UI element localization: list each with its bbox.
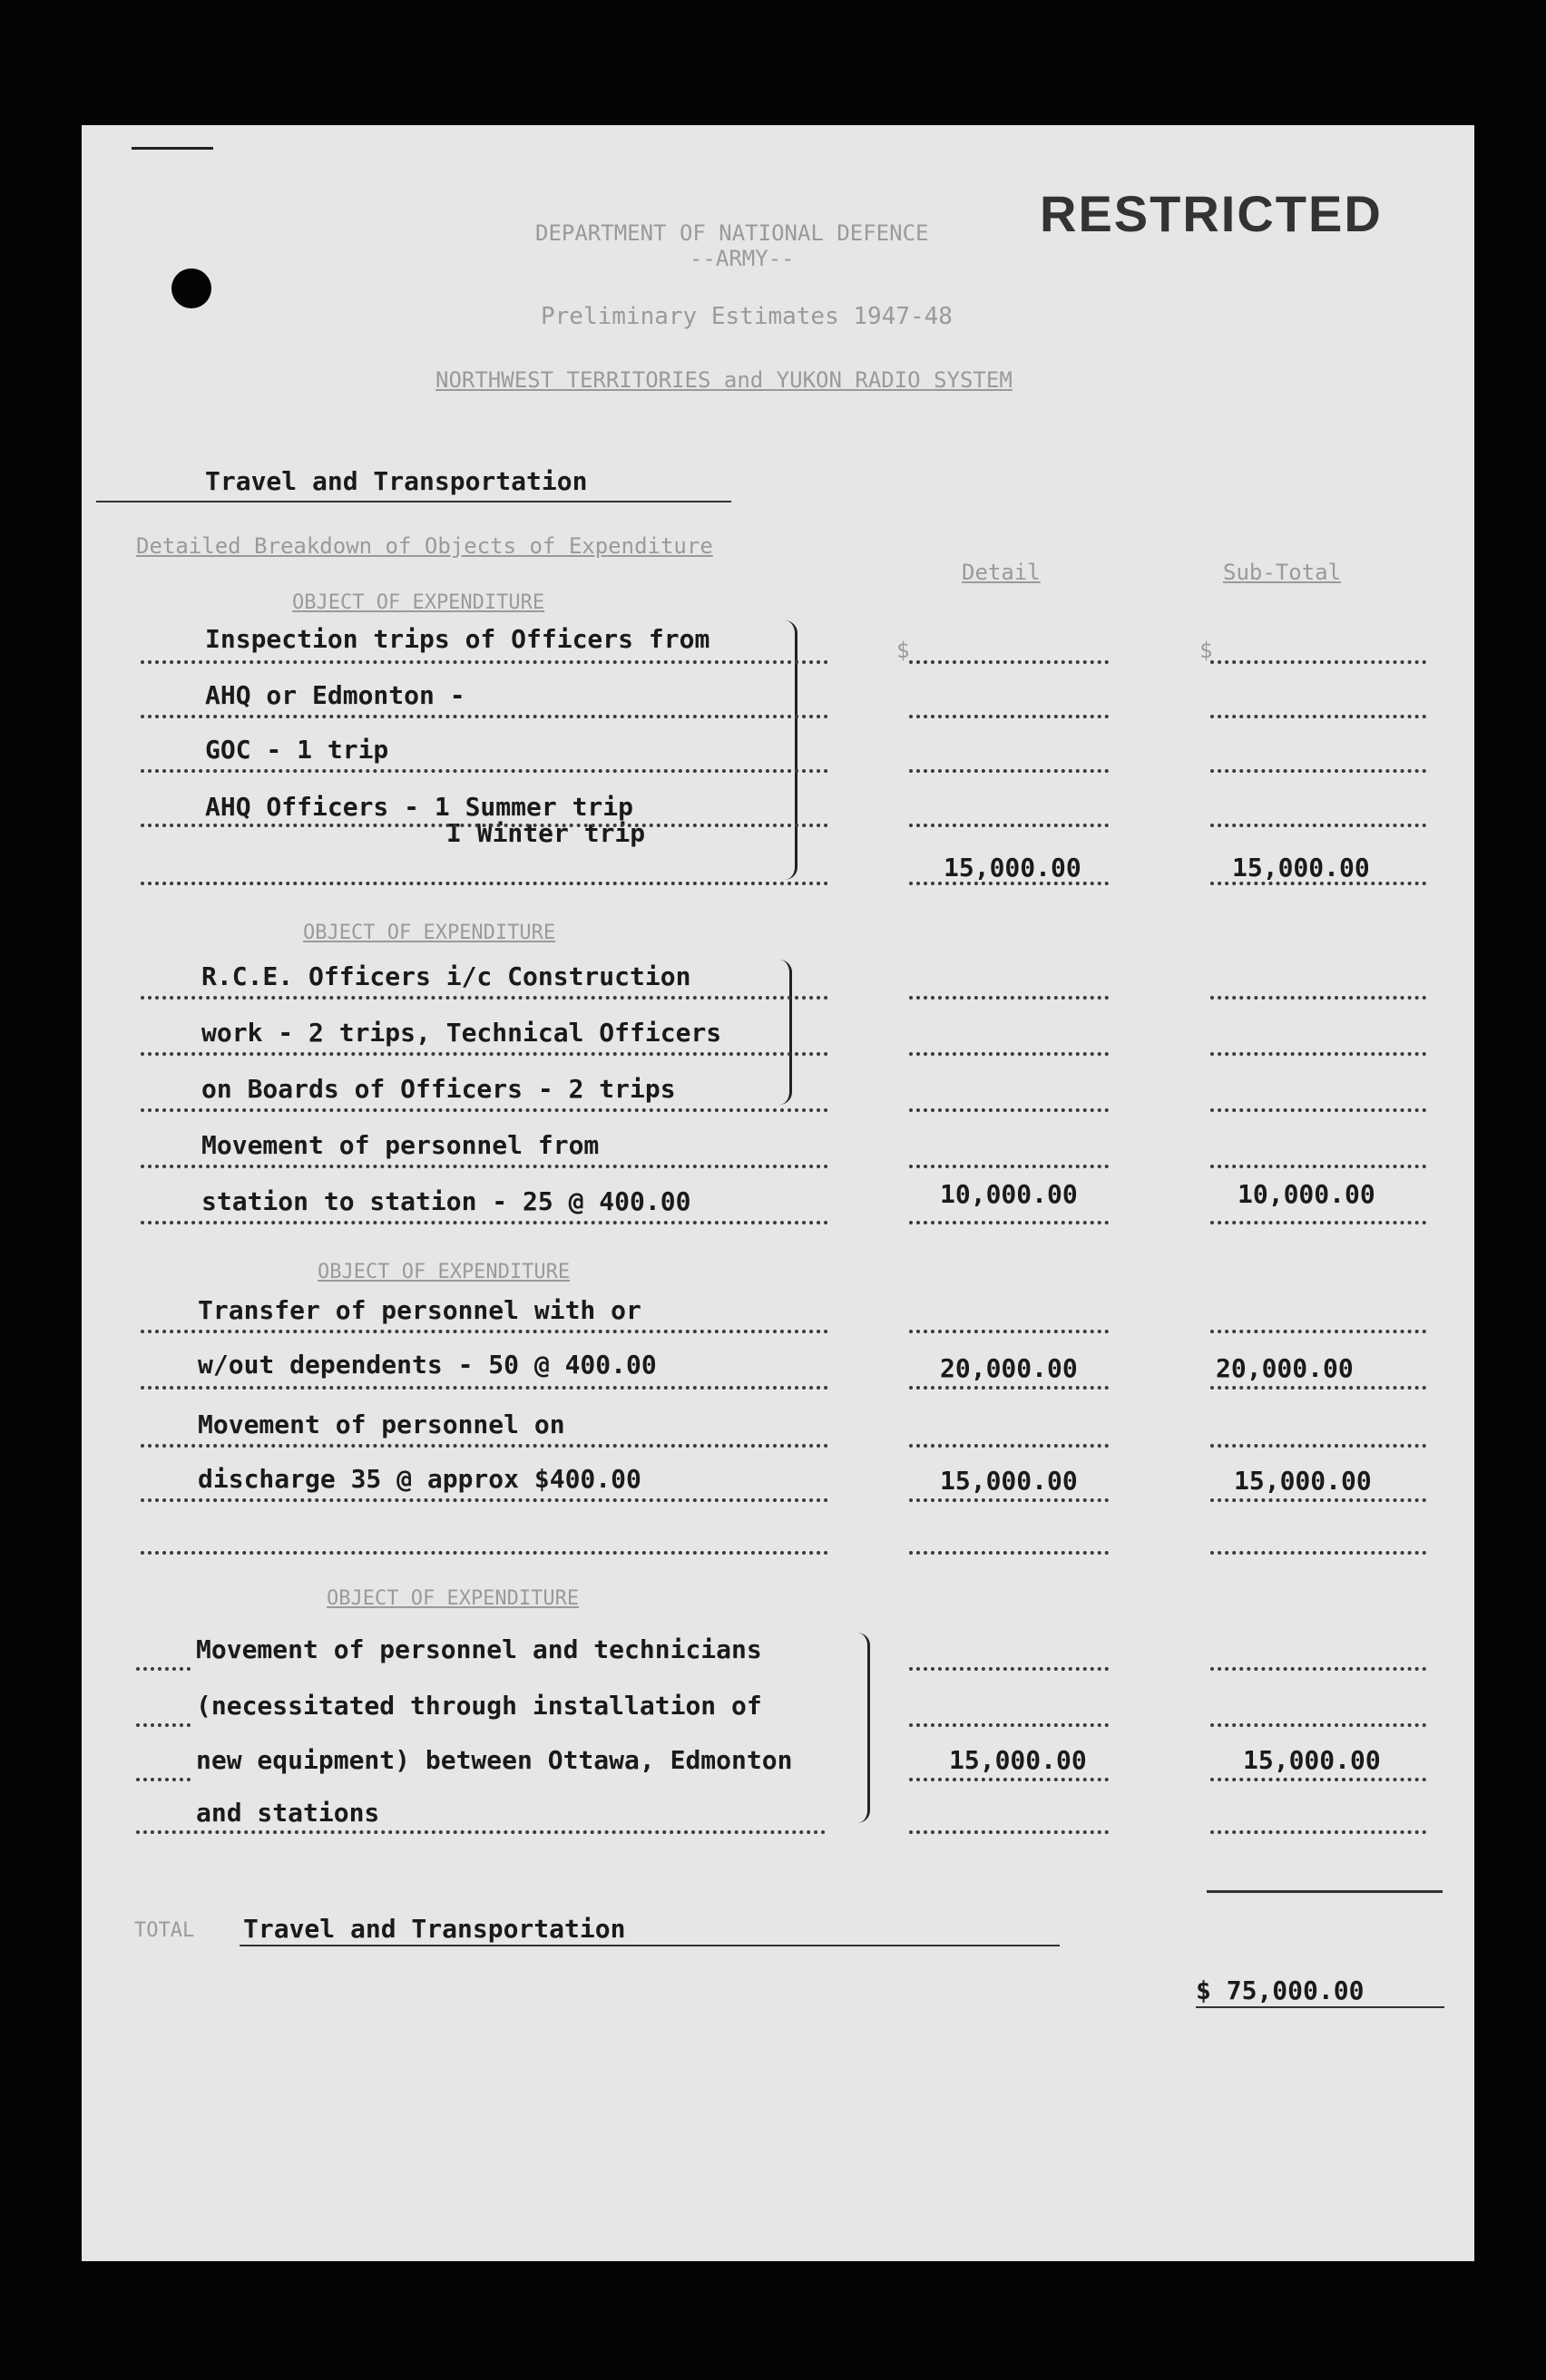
line-item: Movement of personnel on	[198, 1409, 565, 1439]
line-item: on Boards of Officers - 2 trips	[201, 1074, 676, 1104]
line-item: GOC - 1 trip	[205, 735, 389, 765]
leader-dots	[909, 1386, 1109, 1390]
leader-dots	[136, 1778, 191, 1781]
leader-dots	[1210, 715, 1426, 718]
line-item: (necessitated through installation of	[196, 1691, 762, 1721]
line-item: work - 2 trips, Technical Officers	[201, 1018, 722, 1048]
leader-dots	[141, 1386, 828, 1390]
section-rule	[96, 501, 731, 502]
leader-dots	[909, 1444, 1109, 1448]
leader-dots	[909, 824, 1109, 827]
leader-dots	[141, 1221, 828, 1224]
leader-dots	[1210, 1444, 1426, 1448]
leader-dots	[1210, 1108, 1426, 1112]
leader-dots	[909, 882, 1109, 885]
leader-dots	[909, 1723, 1109, 1727]
leader-dots	[1210, 1165, 1426, 1168]
subtotal-amount: 20,000.00	[1216, 1353, 1354, 1383]
leader-dots	[1210, 660, 1426, 664]
subtotal-amount: 10,000.00	[1238, 1179, 1375, 1209]
breakdown-heading: Detailed Breakdown of Objects of Expenditure	[136, 533, 713, 559]
leader-dots	[909, 1551, 1109, 1555]
total-amount: $ 75,000.00	[1196, 1975, 1365, 2005]
service-line: --ARMY--	[690, 246, 795, 271]
subtotal-amount: 15,000.00	[1243, 1745, 1381, 1775]
leader-dots	[909, 996, 1109, 1000]
object-heading: OBJECT OF EXPENDITURE	[303, 922, 556, 944]
restricted-stamp: RESTRICTED	[1040, 185, 1383, 242]
detail-column-header: Detail	[962, 560, 1041, 585]
subtotal-column-header: Sub-Total	[1223, 560, 1342, 585]
leader-dots	[909, 1498, 1109, 1502]
detail-amount: 15,000.00	[944, 853, 1081, 883]
currency-symbol: $	[1199, 638, 1213, 663]
subtitle-line: NORTHWEST TERRITORIES and YUKON RADIO SYSTEM	[435, 367, 1013, 393]
leader-dots	[909, 1667, 1109, 1671]
line-item: Movement of personnel and technicians	[196, 1634, 762, 1664]
leader-dots	[1210, 1386, 1426, 1390]
subtotal-rule	[1207, 1890, 1443, 1893]
leader-dots	[141, 1108, 828, 1112]
leader-dots	[1210, 996, 1426, 1000]
line-item: new equipment) between Ottawa, Edmonton	[196, 1745, 793, 1775]
leader-dots	[1210, 1330, 1426, 1333]
total-title: Travel and Transportation	[243, 1914, 626, 1944]
object-heading: OBJECT OF EXPENDITURE	[327, 1587, 580, 1610]
leader-dots	[141, 1165, 828, 1168]
leader-dots	[141, 769, 828, 773]
line-item: station to station - 25 @ 400.00	[201, 1186, 691, 1216]
line-item: AHQ Officers - 1 Summer trip	[205, 792, 634, 822]
subtotal-amount: 15,000.00	[1232, 853, 1370, 883]
leader-dots	[141, 1330, 828, 1333]
leader-dots	[909, 660, 1109, 664]
object-heading: OBJECT OF EXPENDITURE	[318, 1261, 571, 1283]
section-title: Travel and Transportation	[205, 466, 588, 496]
leader-dots	[141, 1052, 828, 1056]
leader-dots	[136, 1830, 826, 1834]
line-item: w/out dependents - 50 @ 400.00	[198, 1350, 657, 1380]
line-item: Movement of personnel from	[201, 1130, 600, 1160]
estimates-line: Preliminary Estimates 1947-48	[541, 303, 953, 330]
line-item: and stations	[196, 1798, 380, 1828]
leader-dots	[141, 660, 828, 664]
leader-dots	[1210, 769, 1426, 773]
leader-dots	[909, 1830, 1109, 1834]
leader-dots	[1210, 1723, 1426, 1727]
leader-dots	[141, 715, 828, 718]
leader-dots	[136, 1667, 191, 1671]
leader-dots	[1210, 1498, 1426, 1502]
leader-dots	[909, 1330, 1109, 1333]
brace	[782, 620, 797, 880]
leader-dots	[909, 715, 1109, 718]
brace	[777, 960, 792, 1105]
leader-dots	[909, 1165, 1109, 1168]
object-heading: OBJECT OF EXPENDITURE	[292, 591, 545, 614]
brace	[855, 1633, 870, 1823]
total-amount-rule	[1196, 2006, 1444, 2008]
detail-amount: 15,000.00	[940, 1466, 1078, 1496]
line-item: discharge 35 @ approx $400.00	[198, 1464, 641, 1494]
scan-mark	[132, 147, 213, 150]
detail-amount: 15,000.00	[949, 1745, 1087, 1775]
leader-dots	[1210, 882, 1426, 885]
leader-dots	[141, 1498, 828, 1502]
leader-dots	[909, 1052, 1109, 1056]
line-item: Transfer of personnel with or	[198, 1295, 641, 1325]
line-item: R.C.E. Officers i/c Construction	[201, 961, 691, 991]
leader-dots	[909, 1221, 1109, 1224]
leader-dots	[141, 996, 828, 1000]
leader-dots	[1210, 1778, 1426, 1781]
punch-hole	[171, 268, 211, 308]
line-item: Inspection trips of Officers from	[205, 624, 710, 654]
department-line: DEPARTMENT OF NATIONAL DEFENCE	[535, 220, 929, 246]
detail-amount: 10,000.00	[940, 1179, 1078, 1209]
leader-dots	[141, 824, 828, 827]
leader-dots	[141, 1551, 828, 1555]
leader-dots	[1210, 1551, 1426, 1555]
leader-dots	[1210, 824, 1426, 827]
leader-dots	[1210, 1667, 1426, 1671]
detail-amount: 20,000.00	[940, 1353, 1078, 1383]
total-rule	[240, 1945, 1060, 1946]
leader-dots	[141, 1444, 828, 1448]
leader-dots	[136, 1723, 191, 1727]
leader-dots	[141, 882, 828, 885]
leader-dots	[1210, 1221, 1426, 1224]
subtotal-amount: 15,000.00	[1234, 1466, 1372, 1496]
leader-dots	[909, 1108, 1109, 1112]
line-item: AHQ or Edmonton -	[205, 680, 465, 710]
line-item: I Winter trip	[446, 818, 646, 848]
leader-dots	[1210, 1052, 1426, 1056]
leader-dots	[1210, 1830, 1426, 1834]
total-label: TOTAL	[134, 1919, 195, 1942]
currency-symbol: $	[896, 638, 910, 663]
leader-dots	[909, 1778, 1109, 1781]
leader-dots	[909, 769, 1109, 773]
